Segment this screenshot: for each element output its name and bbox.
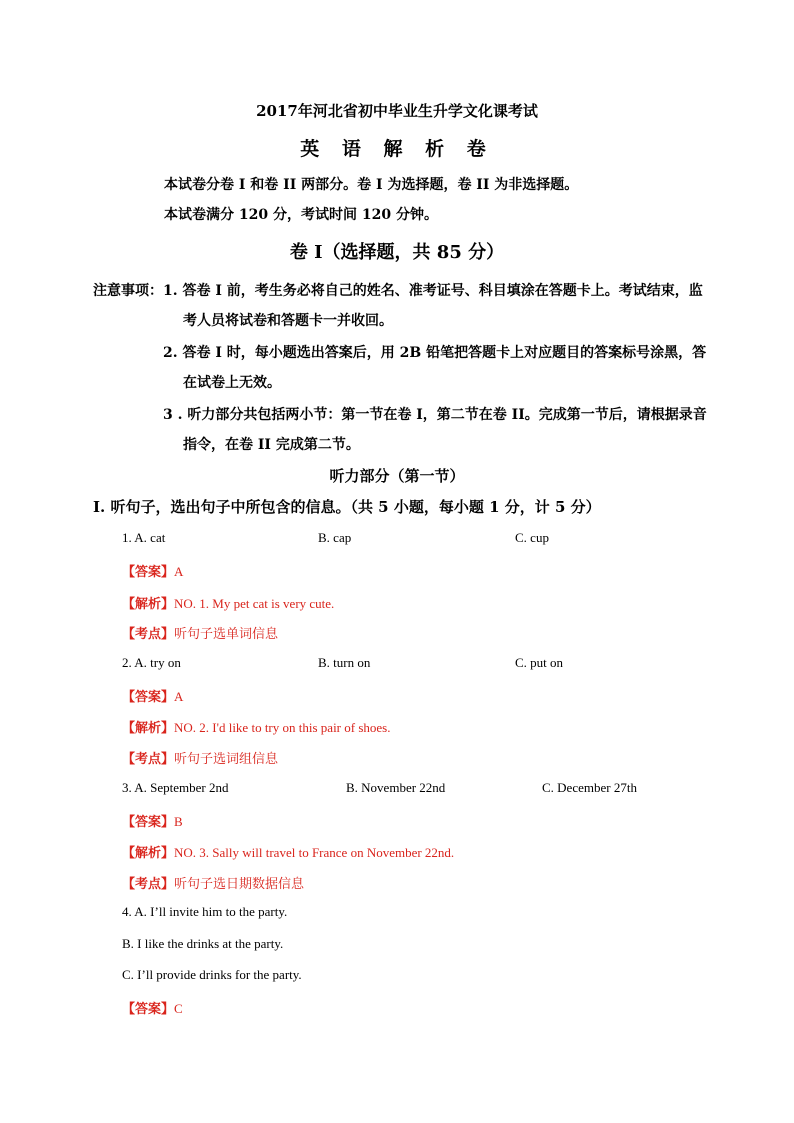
- q3-option-c: C. December 27th: [542, 780, 637, 795]
- intro-line-2: 本试卷满分 120 分，考试时间 120 分钟。: [164, 207, 438, 223]
- q1-answer: 【答案】A: [122, 564, 184, 579]
- exam-subtitle: 英 语 解 析 卷: [300, 138, 494, 160]
- q2-point: 【考点】听句子选词组信息: [122, 751, 279, 766]
- q2-analysis: 【解析】NO. 2. I'd like to try on this pair of shoes.: [122, 720, 391, 735]
- q2-answer: 【答案】A: [122, 689, 184, 704]
- listening-title: 听力部分（第一节）: [329, 467, 465, 485]
- q1-point: 【考点】听句子选单词信息: [122, 626, 279, 641]
- note-3-line-2: 指令，在卷 II 完成第二节。: [183, 437, 360, 453]
- q1-option-c: C. cup: [515, 530, 549, 545]
- exam-title: 2017年河北省初中毕业生升学文化课考试: [256, 102, 538, 120]
- q1-analysis: 【解析】NO. 1. My pet cat is very cute.: [122, 596, 335, 611]
- q1-option-b: B. cap: [318, 530, 352, 545]
- q3-point: 【考点】听句子选日期数据信息: [122, 876, 305, 891]
- q1-option-a: 1. A. cat: [122, 530, 166, 545]
- note-1-line-1: 1. 答卷 I 前，考生务必将自己的姓名、准考证号、科目填涂在答题卡上。考试结束，监: [163, 283, 703, 299]
- note-2-line-1: 2. 答卷 I 时，每小题选出答案后，用 2B 铅笔把答题卡上对应题目的答案标号涂黑，答: [163, 345, 707, 361]
- q3-analysis: 【解析】NO. 3. Sally will travel to France on November 22nd.: [122, 845, 455, 860]
- q2-option-c: C. put on: [515, 655, 564, 670]
- q4-answer: 【答案】C: [122, 1001, 183, 1016]
- intro-line-1: 本试卷分卷 I 和卷 II 两部分。卷 I 为选择题，卷 II 为非选择题。: [164, 177, 579, 193]
- q4-option-c: C. I’ll provide drinks for the party.: [122, 967, 302, 982]
- note-2-line-2: 在试卷上无效。: [183, 375, 281, 391]
- notes-label: 注意事项：: [93, 283, 163, 299]
- q3-option-b: B. November 22nd: [346, 780, 446, 795]
- q4-option-b: B. I like the drinks at the party.: [122, 936, 284, 951]
- q3-answer: 【答案】B: [122, 814, 183, 829]
- note-3-line-1: 3 . 听力部分共包括两小节：第一节在卷 I，第二节在卷 II。完成第一节后，请根据录音: [163, 407, 707, 423]
- q2-option-a: 2. A. try on: [122, 655, 181, 670]
- q3-option-a: 3. A. September 2nd: [122, 780, 229, 795]
- q2-option-b: B. turn on: [318, 655, 371, 670]
- section-title: 卷 I（选择题，共 85 分）: [289, 242, 505, 263]
- q4-option-a: 4. A. I’ll invite him to the party.: [122, 904, 288, 919]
- part-1-instruction: I. 听句子，选出句子中所包含的信息。（共 5 小题，每小题 1 分，计 5 分）: [93, 498, 601, 516]
- note-1-line-2: 考人员将试卷和答题卡一并收回。: [183, 313, 393, 329]
